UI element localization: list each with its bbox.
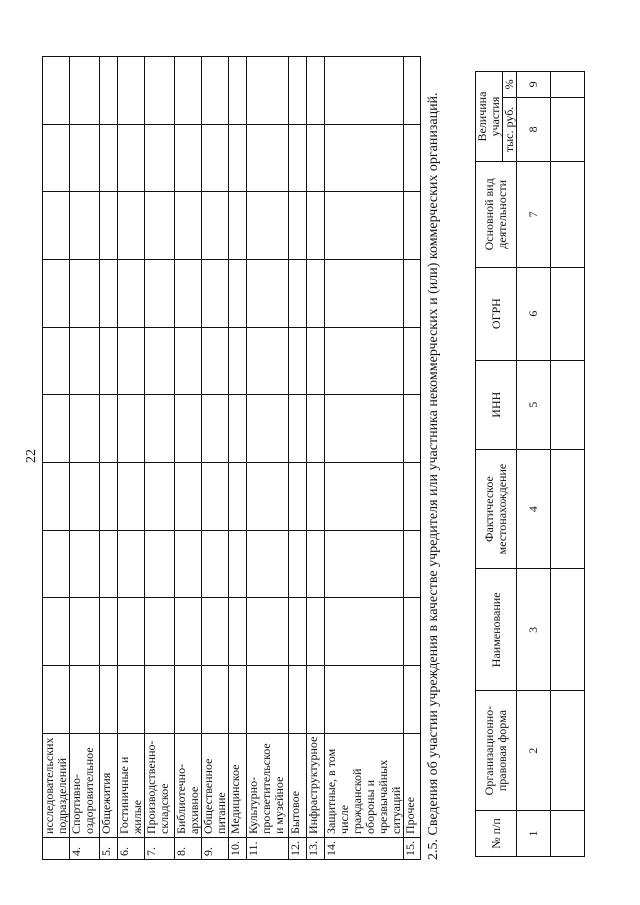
empty-cell xyxy=(70,124,100,192)
row-label: Инфраструктурное xyxy=(307,733,325,837)
empty-cell xyxy=(145,530,175,598)
empty-cell xyxy=(70,462,100,530)
empty-cell xyxy=(289,192,307,260)
section-heading: 2.5. Сведения об участии учреждения в качестве учредителя или участника некоммерческих и (или) коммерческих организаций. xyxy=(426,92,441,860)
empty-cell xyxy=(325,327,404,395)
empty-cell xyxy=(307,192,325,260)
empty-cell xyxy=(202,395,229,463)
empty-cell xyxy=(404,395,421,463)
col-header-org-form: Организационно-правовая форма xyxy=(476,691,517,811)
empty-cell xyxy=(175,598,202,666)
empty-cell xyxy=(325,598,404,666)
empty-cell xyxy=(247,124,289,192)
empty-cell xyxy=(247,260,289,328)
empty-cell xyxy=(202,192,229,260)
col-number: 7 xyxy=(517,162,551,267)
row-number: 6. xyxy=(118,838,145,860)
empty-cell xyxy=(145,124,175,192)
empty-cell xyxy=(289,462,307,530)
empty-cell xyxy=(175,124,202,192)
table-row xyxy=(247,57,289,860)
empty-cell xyxy=(229,327,247,395)
empty-cell xyxy=(325,665,404,733)
empty-cell xyxy=(70,327,100,395)
row-number: 10. xyxy=(229,838,247,860)
empty-cell xyxy=(289,598,307,666)
empty-cell xyxy=(325,192,404,260)
table-row xyxy=(202,57,229,860)
col-number: 1 xyxy=(517,810,551,856)
empty-cell xyxy=(229,192,247,260)
empty-cell xyxy=(229,395,247,463)
participation-table xyxy=(475,71,585,857)
table-row xyxy=(175,57,202,860)
empty-cell xyxy=(247,598,289,666)
empty-cell xyxy=(247,530,289,598)
empty-cell xyxy=(289,395,307,463)
empty-cell xyxy=(100,598,118,666)
property-usage-table xyxy=(42,56,421,860)
col-number: 6 xyxy=(517,267,551,360)
empty-cell xyxy=(118,57,145,125)
empty-cell xyxy=(247,395,289,463)
empty-cell xyxy=(118,124,145,192)
col-header-location: Фактическое местонахождение xyxy=(476,449,517,569)
empty-cell xyxy=(43,327,70,395)
empty-cell xyxy=(43,57,70,125)
row-label: Гостиничные и жилые xyxy=(118,733,145,837)
table-row xyxy=(70,57,100,860)
empty-cell xyxy=(307,665,325,733)
row-label: Культурно-просветительское и музейное xyxy=(247,733,289,837)
empty-cell xyxy=(247,327,289,395)
table-row xyxy=(289,57,307,860)
empty-cell xyxy=(70,395,100,463)
row-number: 9. xyxy=(202,838,229,860)
empty-cell xyxy=(247,462,289,530)
empty-cell xyxy=(175,192,202,260)
empty-cell xyxy=(307,395,325,463)
empty-cell xyxy=(289,665,307,733)
row-number: 15. xyxy=(404,838,421,860)
empty-cell xyxy=(118,260,145,328)
empty-cell xyxy=(118,530,145,598)
empty-cell xyxy=(247,665,289,733)
empty-cell xyxy=(307,598,325,666)
empty-cell xyxy=(229,530,247,598)
row-label: Бытовое xyxy=(289,733,307,837)
empty-cell xyxy=(404,462,421,530)
column-number-row xyxy=(517,72,551,857)
empty-cell xyxy=(202,665,229,733)
empty-cell xyxy=(229,462,247,530)
empty-cell xyxy=(118,395,145,463)
empty-cell xyxy=(100,530,118,598)
empty-cell xyxy=(404,598,421,666)
empty-cell xyxy=(289,530,307,598)
table-row xyxy=(118,57,145,860)
row-number: 13. xyxy=(307,838,325,860)
empty-cell xyxy=(43,124,70,192)
empty-cell xyxy=(229,260,247,328)
empty-cell xyxy=(145,327,175,395)
empty-cell xyxy=(404,327,421,395)
empty-cell xyxy=(229,598,247,666)
empty-cell xyxy=(43,260,70,328)
col-number: 8 xyxy=(517,97,551,161)
empty-cell xyxy=(202,598,229,666)
table-row xyxy=(100,57,118,860)
row-label: Защитные, в том числе гражданской обороны и чрезвычайных ситуаций xyxy=(325,733,404,837)
empty-cell xyxy=(100,395,118,463)
empty-cell xyxy=(175,530,202,598)
empty-cell xyxy=(175,462,202,530)
empty-cell xyxy=(289,57,307,125)
table-row xyxy=(325,57,404,860)
empty-cell xyxy=(404,530,421,598)
empty-cell xyxy=(43,462,70,530)
empty-cell xyxy=(404,124,421,192)
empty-cell xyxy=(70,530,100,598)
empty-cell xyxy=(202,260,229,328)
row-label: Спортивно-оздоровительное xyxy=(70,733,100,837)
empty-cell xyxy=(247,192,289,260)
empty-cell xyxy=(247,57,289,125)
col-number: 9 xyxy=(517,72,551,98)
col-header-name: Наименование xyxy=(476,569,517,691)
row-label: исследовательских подразделений xyxy=(43,733,70,837)
empty-cell xyxy=(307,57,325,125)
empty-cell xyxy=(307,260,325,328)
row-number: 8. xyxy=(175,838,202,860)
empty-cell xyxy=(404,57,421,125)
empty-cell xyxy=(43,665,70,733)
empty-cell xyxy=(145,260,175,328)
empty-cell xyxy=(404,665,421,733)
empty-cell xyxy=(118,598,145,666)
empty-cell xyxy=(70,57,100,125)
empty-cell xyxy=(325,57,404,125)
table-row xyxy=(404,57,421,860)
empty-cell xyxy=(325,124,404,192)
empty-cell xyxy=(325,530,404,598)
empty-cell xyxy=(404,260,421,328)
empty-cell xyxy=(202,57,229,125)
row-number: 12. xyxy=(289,838,307,860)
empty-cell xyxy=(289,327,307,395)
col-header-num: № п/п xyxy=(476,810,517,856)
empty-cell xyxy=(100,462,118,530)
empty-cell xyxy=(145,395,175,463)
row-number xyxy=(43,838,70,860)
empty-cell xyxy=(325,260,404,328)
empty-cell xyxy=(175,260,202,328)
empty-cell xyxy=(325,395,404,463)
empty-cell xyxy=(229,57,247,125)
empty-cell xyxy=(307,530,325,598)
col-header-share-pct: % xyxy=(503,72,517,98)
empty-cell xyxy=(118,327,145,395)
empty-cell xyxy=(404,192,421,260)
col-number: 3 xyxy=(517,569,551,691)
empty-cell xyxy=(100,665,118,733)
empty-cell xyxy=(70,260,100,328)
table-row xyxy=(307,57,325,860)
empty-cell xyxy=(100,192,118,260)
empty-cell xyxy=(145,57,175,125)
row-number: 14. xyxy=(325,838,404,860)
row-number: 4. xyxy=(70,838,100,860)
row-number: 7. xyxy=(145,838,175,860)
empty-cell xyxy=(100,260,118,328)
empty-cell xyxy=(175,395,202,463)
empty-cell xyxy=(70,665,100,733)
empty-cell xyxy=(175,665,202,733)
row-label: Прочее xyxy=(404,733,421,837)
empty-cell xyxy=(100,124,118,192)
empty-cell xyxy=(307,124,325,192)
empty-cell xyxy=(70,192,100,260)
empty-cell xyxy=(145,665,175,733)
empty-cell xyxy=(202,462,229,530)
empty-cell xyxy=(145,462,175,530)
empty-cell xyxy=(118,665,145,733)
empty-cell xyxy=(175,327,202,395)
empty-cell xyxy=(118,192,145,260)
table-row xyxy=(229,57,247,860)
empty-cell xyxy=(118,462,145,530)
row-label: Общественное питание xyxy=(202,733,229,837)
empty-cell xyxy=(202,124,229,192)
col-number: 2 xyxy=(517,691,551,811)
col-number: 5 xyxy=(517,360,551,449)
empty-cell xyxy=(100,57,118,125)
empty-cell xyxy=(43,192,70,260)
col-header-activity: Основной вид деятельности xyxy=(476,162,517,267)
col-header-inn: ИНН xyxy=(476,360,517,449)
empty-cell xyxy=(289,260,307,328)
empty-cell xyxy=(70,598,100,666)
table-row xyxy=(43,57,70,860)
row-number: 11. xyxy=(247,838,289,860)
row-label: Медицинское xyxy=(229,733,247,837)
empty-cell xyxy=(307,462,325,530)
empty-cell xyxy=(145,192,175,260)
col-header-share-rub: тыс. руб. xyxy=(503,97,517,161)
row-label: Библиотечно-архивное xyxy=(175,733,202,837)
table-row xyxy=(551,72,585,857)
col-number: 4 xyxy=(517,449,551,569)
empty-cell xyxy=(307,327,325,395)
row-label: Производственно-складское xyxy=(145,733,175,837)
empty-cell xyxy=(289,124,307,192)
empty-cell xyxy=(229,124,247,192)
empty-cell xyxy=(43,395,70,463)
empty-cell xyxy=(229,665,247,733)
empty-cell xyxy=(43,530,70,598)
empty-cell xyxy=(100,327,118,395)
empty-cell xyxy=(43,598,70,666)
table-row xyxy=(145,57,175,860)
empty-cell xyxy=(202,327,229,395)
col-header-ogrn: ОГРН xyxy=(476,267,517,360)
empty-cell xyxy=(145,598,175,666)
row-number: 5. xyxy=(100,838,118,860)
empty-cell xyxy=(202,530,229,598)
page-number: 22 xyxy=(24,449,39,463)
col-header-share: Величина участия xyxy=(476,72,503,162)
empty-cell xyxy=(175,57,202,125)
empty-cell xyxy=(325,462,404,530)
row-label: Общежития xyxy=(100,733,118,837)
